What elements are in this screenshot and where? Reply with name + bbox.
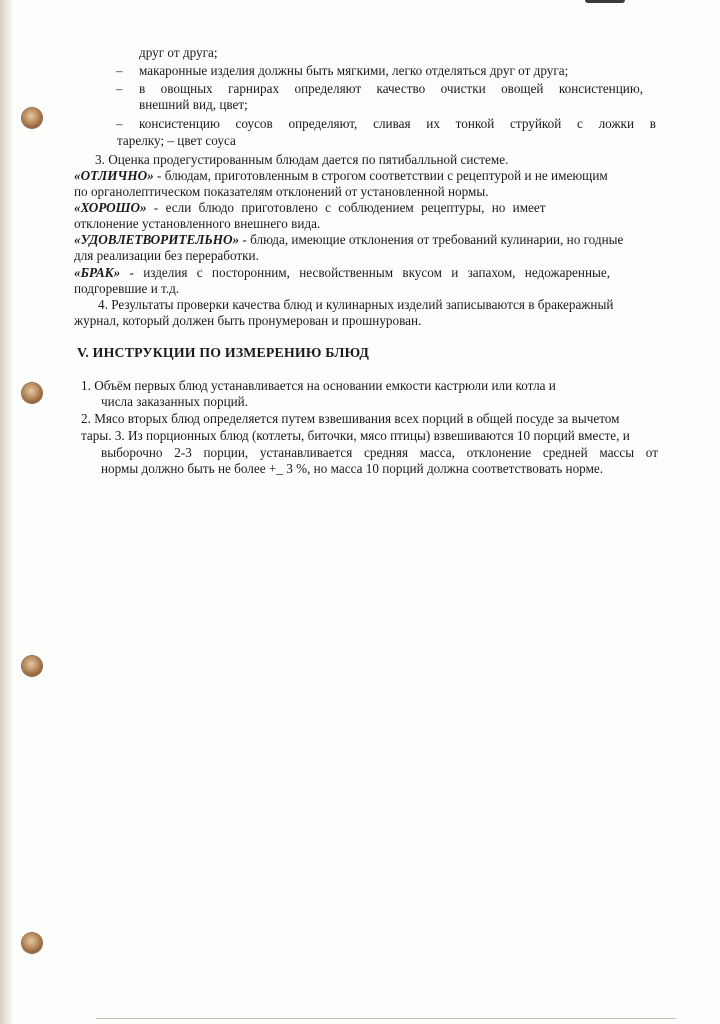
grade-label: «ХОРОШО» bbox=[74, 200, 147, 215]
list-text: друг от друга; bbox=[139, 45, 218, 60]
instruction-item-2-continuation: выборочно 2-3 порции, устанавливается средняя масса, отклонение средней массы от bbox=[101, 445, 658, 460]
grade-good-continuation: отклонение установленного внешнего вида. bbox=[74, 216, 321, 231]
punch-hole bbox=[22, 933, 42, 953]
bottom-edge-line bbox=[96, 1018, 676, 1019]
list-item: консистенцию соусов определяют, сливая их тонкой струйкой с ложки в bbox=[139, 116, 656, 131]
grade-label: «ОТЛИЧНО» bbox=[74, 168, 154, 183]
list-dash: – bbox=[116, 63, 123, 78]
grade-text: - блюдам, приготовленным в строгом соответствии с рецептурой и не имеющим bbox=[153, 168, 608, 183]
list-dash: – bbox=[116, 116, 123, 131]
punch-hole bbox=[22, 383, 42, 403]
paragraph-point-4: 4. Результаты проверки качества блюд и кулинарных изделий записываются в бракеражный bbox=[98, 297, 614, 312]
page-edge-shadow bbox=[0, 0, 14, 1024]
instruction-item-2-continuation: нормы должно быть не более +_ 3 %, но масса 10 порций должна соответствовать норме. bbox=[101, 461, 604, 476]
list-item: макаронные изделия должны быть мягкими, легко отделяться друг от друга; bbox=[139, 63, 569, 78]
grade-excellent bbox=[74, 168, 608, 184]
list-item-continuation: тарелку; – цвет соуса bbox=[117, 133, 236, 148]
instruction-item-1-continuation: числа заказанных порций. bbox=[101, 394, 249, 409]
grade-label: «БРАК» bbox=[74, 265, 121, 280]
grade-reject-continuation: подгоревшие и т.д. bbox=[74, 281, 180, 296]
section-heading: V. ИНСТРУКЦИИ ПО ИЗМЕРЕНИЮ БЛЮД bbox=[77, 345, 370, 360]
instruction-item-1: 1. Объём первых блюд устанавливается на основании емкости кастрюли или котла и bbox=[81, 378, 556, 393]
grade-reject bbox=[74, 265, 610, 281]
grade-satisfactory bbox=[74, 232, 623, 248]
top-edge-mark bbox=[585, 0, 625, 3]
grade-text: - изделия с посторонним, несвойственным вкусом и запахом, недожаренные, bbox=[120, 265, 611, 280]
grade-label: «УДОВЛЕТВОРИТЕЛЬНО» bbox=[74, 232, 240, 247]
list-item: в овощных гарнирах определяют качество очистки овощей консистенцию, bbox=[139, 81, 643, 96]
grade-good bbox=[74, 200, 546, 216]
grade-satisfactory-continuation: для реализации без переработки. bbox=[74, 248, 259, 263]
paragraph-point-4-continuation: журнал, который должен быть пронумерован и прошнурован. bbox=[74, 313, 422, 328]
paragraph-point-3: 3. Оценка продегустированным блюдам дается по пятибалльной системе. bbox=[95, 152, 509, 167]
punch-hole bbox=[22, 108, 42, 128]
punch-hole bbox=[22, 656, 42, 676]
instruction-item-2-continuation: тары. 3. Из порционных блюд (котлеты, биточки, мясо птицы) взвешиваются 10 порций вместе, и bbox=[81, 428, 630, 443]
list-item-continuation: внешний вид, цвет; bbox=[139, 97, 248, 112]
instruction-item-2: 2. Мясо вторых блюд определяется путем взвешивания всех порций в общей посуде за вычетом bbox=[81, 411, 620, 426]
list-dash: – bbox=[116, 81, 123, 96]
grade-excellent-continuation: по органолептическом показателям отклонений от установленной нормы. bbox=[74, 184, 489, 199]
grade-text: - если блюдо приготовлено с соблюдением рецептуры, но имеет bbox=[146, 200, 546, 215]
grade-text: - блюда, имеющие отклонения от требований кулинарии, но годные bbox=[239, 232, 624, 247]
